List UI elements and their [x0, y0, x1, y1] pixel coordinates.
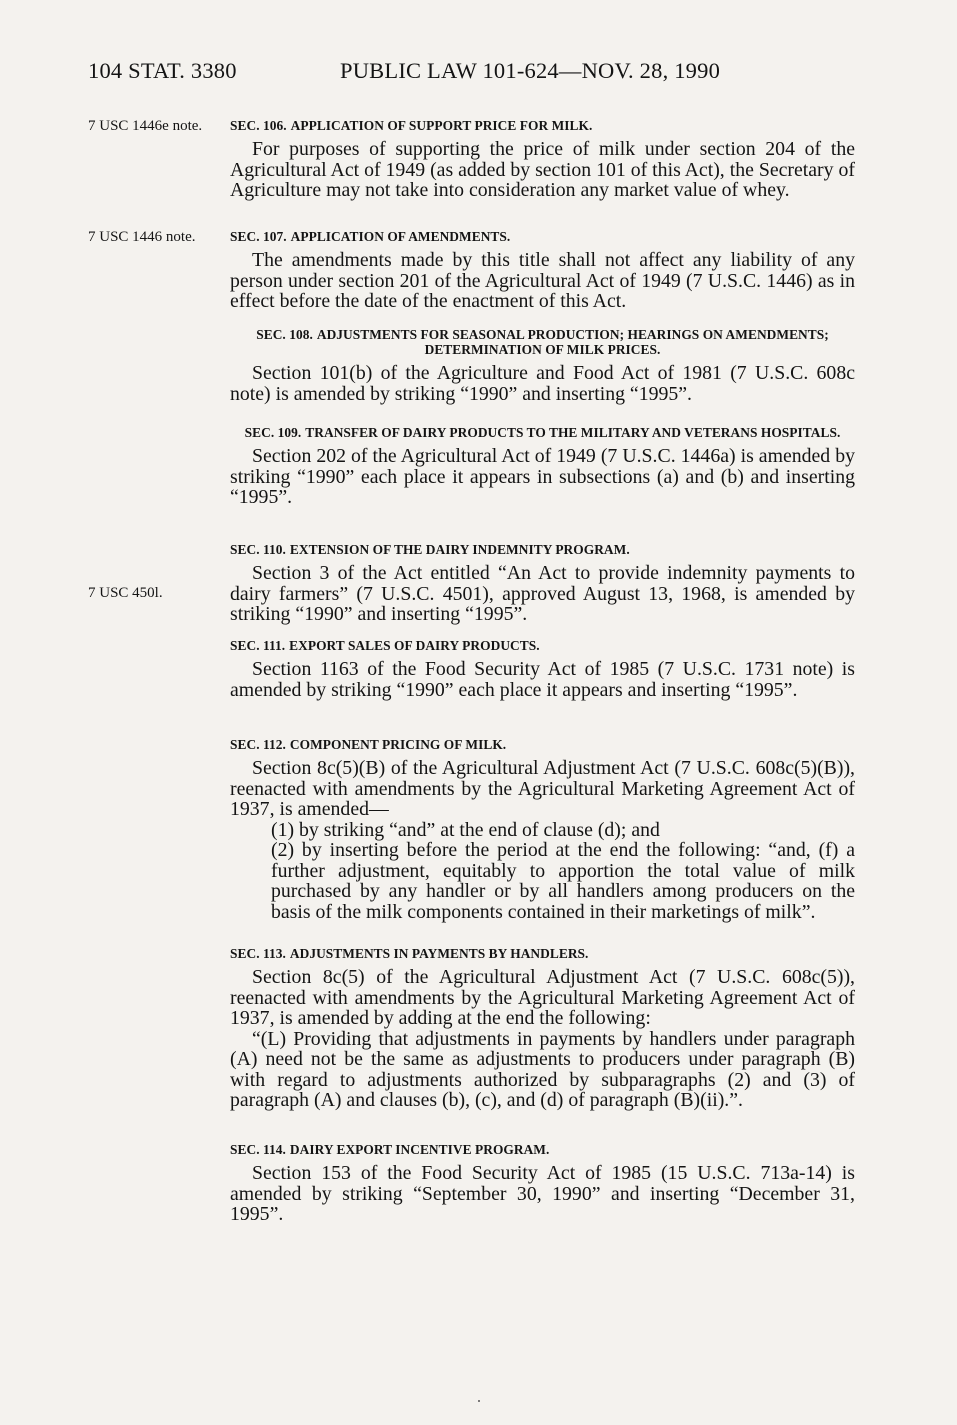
- section-heading: SEC. 114. DAIRY EXPORT INCENTIVE PROGRAM.: [230, 1142, 550, 1157]
- section-112: [230, 737, 855, 922]
- quoted-amendment: “(L) Providing that adjustments in payments by handlers under paragraph (A) need not be the same as adjustments to producers under paragraph (B) with regard to adjustments authorized by subparagraphs (2) and (3) of paragraph (A) and clauses (b), (c), and (d) of paragraph (B)(ii).”.: [230, 1027, 855, 1111]
- margin-note: 7 USC 1446e note.: [88, 118, 203, 134]
- section-text: Section 3 of the Act entitled “An Act to provide indemnity payments to dairy farmers” (7 U.S.C. 4501), approved August 13, 1968, is amended by striking “1990” and inserting “1995”.: [230, 562, 855, 625]
- running-header: [88, 58, 721, 84]
- section-heading: SEC. 113. ADJUSTMENTS IN PAYMENTS BY HANDLERS.: [230, 946, 589, 961]
- section-text: Section 202 of the Agricultural Act of 1949 (7 U.S.C. 1446a) is amended by striking “1990” each place it appears in subsections (a) and (b) and inserting “1995”.: [230, 445, 855, 508]
- section-heading: SEC. 110. EXTENSION OF THE DAIRY INDEMNITY PROGRAM.: [230, 542, 630, 557]
- section-text: The amendments made by this title shall not affect any liability of any person under section 201 of the Agricultural Act of 1949 (7 U.S.C. 1446) as in effect before the date of the enactment of this Act.: [230, 249, 855, 312]
- section-heading: SEC. 107. APPLICATION OF AMENDMENTS.: [230, 229, 511, 244]
- section-107: [230, 229, 855, 312]
- section-heading: SEC. 108. ADJUSTMENTS FOR SEASONAL PRODUCTION; HEARINGS ON AMENDMENTS; DETERMINATION OF MILK PRICES.: [256, 327, 829, 357]
- section-114: [230, 1142, 855, 1225]
- section-heading: SEC. 106. APPLICATION OF SUPPORT PRICE FOR MILK.: [230, 118, 593, 133]
- section-106: [230, 118, 855, 201]
- section-text: Section 8c(5) of the Agricultural Adjustment Act (7 U.S.C. 608c(5)), reenacted with amendments by the Agricultural Marketing Agreement Act of 1937, is amended by adding at the end the following:: [230, 966, 855, 1029]
- scan-speck: [478, 1400, 480, 1402]
- section-111: [230, 638, 855, 700]
- section-109: [230, 425, 855, 508]
- section-text: For purposes of supporting the price of milk under section 204 of the Agricultural Act of 1949 (as added by section 101 of this Act), the Secretary of Agriculture may not take into consideration any market value of whey.: [230, 138, 855, 201]
- clause-2: (2) by inserting before the period at the end the following: “and, (f) a further adjustment, equitably to apportion the total value of milk purchased by any handler or by all handlers among producers on the basis of the milk components contained in their marketings of milk”.: [271, 839, 855, 923]
- section-text: Section 101(b) of the Agriculture and Food Act of 1981 (7 U.S.C. 608c note) is amended by striking “1990” and inserting “1995”.: [230, 362, 855, 405]
- stat-page-number: 104 STAT. 3380: [88, 58, 237, 83]
- section-110: [230, 542, 855, 625]
- section-text: Section 153 of the Food Security Act of 1985 (15 U.S.C. 713a-14) is amended by striking “September 30, 1990” and inserting “December 31, 1995”.: [230, 1162, 855, 1225]
- public-law-title: PUBLIC LAW 101-624—NOV. 28, 1990: [340, 58, 721, 83]
- margin-note: 7 USC 450l.: [88, 585, 163, 601]
- margin-note: 7 USC 1446 note.: [88, 229, 196, 245]
- section-text: Section 8c(5)(B) of the Agricultural Adjustment Act (7 U.S.C. 608c(5)(B)), reenacted with amendments by the Agricultural Marketing Agreement Act of 1937, is amended—: [230, 757, 855, 820]
- section-text: Section 1163 of the Food Security Act of 1985 (7 U.S.C. 1731 note) is amended by striking “1990” each place it appears and inserting “1995”.: [230, 658, 855, 701]
- clause-1: (1) by striking “and” at the end of clause (d); and: [271, 818, 660, 841]
- section-113: [230, 946, 855, 1111]
- section-heading: SEC. 109. TRANSFER OF DAIRY PRODUCTS TO THE MILITARY AND VETERANS HOSPITALS.: [244, 425, 841, 440]
- section-heading: SEC. 112. COMPONENT PRICING OF MILK.: [230, 737, 507, 752]
- section-heading: SEC. 111. EXPORT SALES OF DAIRY PRODUCTS.: [230, 638, 540, 653]
- section-108: [230, 327, 855, 404]
